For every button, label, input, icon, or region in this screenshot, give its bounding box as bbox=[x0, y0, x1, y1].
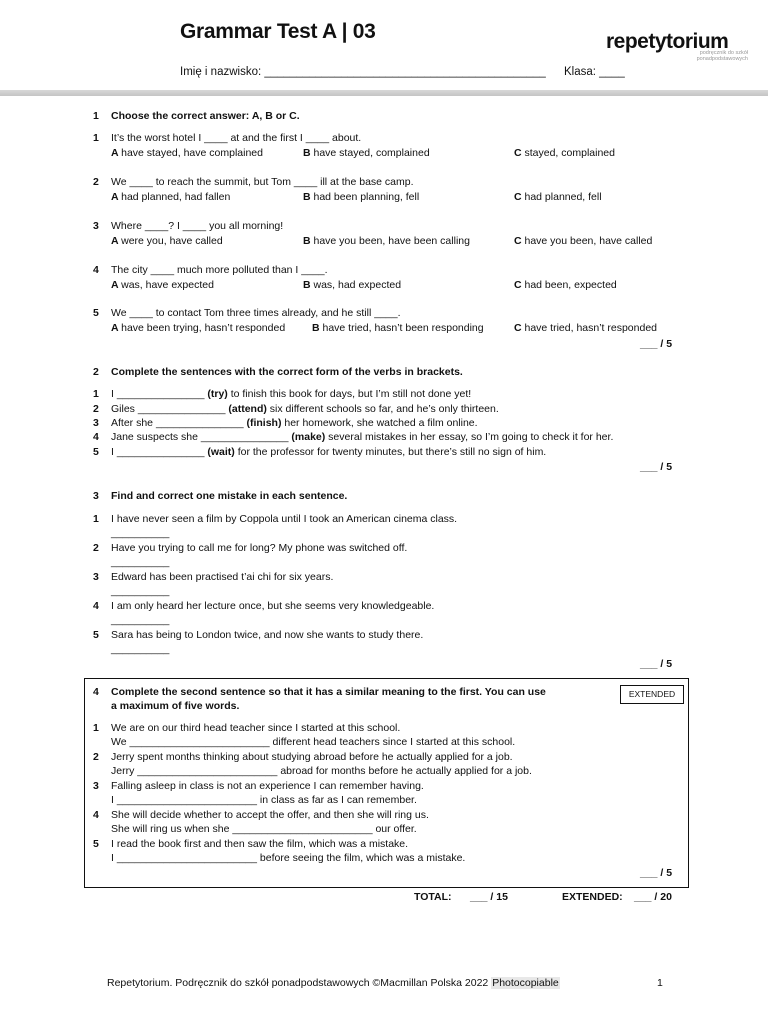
s4-q1-number: 1 bbox=[93, 722, 99, 734]
s1-q1-option-b: B have stayed, complained bbox=[303, 147, 430, 159]
s2-q1-number: 1 bbox=[93, 388, 99, 400]
s2-q1-text: I _______________ (try) to finish this book for days, but I’m still not done yet! bbox=[111, 388, 472, 400]
s3-q5-number: 5 bbox=[93, 629, 99, 641]
extended-total-value: ___ / 20 bbox=[634, 891, 672, 903]
page-title: Grammar Test A | 03 bbox=[180, 20, 376, 43]
s3-q2-number: 2 bbox=[93, 542, 99, 554]
s4-q4-first: She will decide whether to accept the offer, and then she will ring us. bbox=[111, 809, 429, 821]
s4-q2-first: Jerry spent months thinking about studying abroad before he actually applied for a job. bbox=[111, 751, 513, 763]
s3-q5-text: Sara has being to London twice, and now she wants to study there. bbox=[111, 629, 424, 641]
s1-q4-number: 4 bbox=[93, 264, 99, 276]
s3-q1-answer-line: __________ bbox=[111, 527, 170, 539]
s1-q3-option-a: A were you, have called bbox=[111, 235, 223, 247]
s2-q5-number: 5 bbox=[93, 446, 99, 458]
s3-q4-answer-line: __________ bbox=[111, 614, 170, 626]
section-3-score: ___ / 5 bbox=[640, 658, 673, 670]
s1-q3-stem: Where ____? I ____ you all morning! bbox=[111, 220, 284, 232]
s4-q1-first: We are on our third head teacher since I started at this school. bbox=[111, 722, 401, 734]
s1-q4-option-b: B was, had expected bbox=[303, 279, 402, 291]
s1-q1-option-c: C stayed, complained bbox=[514, 147, 615, 159]
s2-q4-text: Jane suspects she _______________ (make) several mistakes in her essay, so I’m going to check it for her. bbox=[111, 431, 614, 443]
section-1-heading: 1 Choose the correct answer: A, B or C. bbox=[93, 110, 300, 122]
s3-q3-number: 3 bbox=[93, 571, 99, 583]
brand-logo: repetytorium bbox=[606, 30, 729, 53]
s1-q3-option-c: C have you been, have called bbox=[514, 235, 653, 247]
s1-q2-option-c: C had planned, fell bbox=[514, 191, 602, 203]
section-2-score: ___ / 5 bbox=[640, 461, 673, 473]
name-field-label: Imię i nazwisko: ____________________________________________ bbox=[180, 66, 546, 78]
s1-q4-option-c: C had been, expected bbox=[514, 279, 617, 291]
total-label: TOTAL: bbox=[414, 891, 452, 903]
s4-q5-second: I ________________________ before seeing the film, which was a mistake. bbox=[111, 852, 466, 864]
s3-q3-answer-line: __________ bbox=[111, 585, 170, 597]
s3-q1-number: 1 bbox=[93, 513, 99, 525]
s2-q2-text: Giles _______________ (attend) six different schools so far, and he’s only thirteen. bbox=[111, 403, 499, 415]
total-value: ___ / 15 bbox=[470, 891, 508, 903]
s4-q3-first: Falling asleep in class is not an experience I can remember having. bbox=[111, 780, 424, 792]
s3-q5-answer-line: __________ bbox=[111, 643, 170, 655]
s2-q2-number: 2 bbox=[93, 403, 99, 415]
s4-q4-second: She will ring us when she ________________________ our offer. bbox=[111, 823, 417, 835]
s2-q5-text: I _______________ (wait) for the professor for twenty minutes, but there’s still no sign of him. bbox=[111, 446, 547, 458]
s3-q4-number: 4 bbox=[93, 600, 99, 612]
s3-q2-answer-line: __________ bbox=[111, 556, 170, 568]
class-field-label: Klasa: ____ bbox=[564, 66, 625, 78]
page-number: 1 bbox=[657, 977, 663, 989]
s1-q1-number: 1 bbox=[93, 132, 99, 144]
s1-q5-number: 5 bbox=[93, 307, 99, 319]
section-1-score: ___ / 5 bbox=[640, 338, 673, 350]
brand-subtitle: podręcznik do szkół ponadpodstawowych bbox=[696, 50, 748, 62]
s1-q2-number: 2 bbox=[93, 176, 99, 188]
s1-q4-stem: The city ____ much more polluted than I ____. bbox=[111, 264, 328, 276]
s4-q2-number: 2 bbox=[93, 751, 99, 763]
section-4-heading-cont: a maximum of five words. bbox=[111, 700, 240, 712]
s1-q1-option-a: A have stayed, have complained bbox=[111, 147, 263, 159]
s3-q2-text: Have you trying to call me for long? My phone was switched off. bbox=[111, 542, 408, 554]
s3-q1-text: I have never seen a film by Coppola until I took an American cinema class. bbox=[111, 513, 458, 525]
section-4-heading: 4 Complete the second sentence so that it has a similar meaning to the first. You can use bbox=[93, 686, 546, 698]
photocopiable-label: Photocopiable bbox=[492, 977, 559, 989]
s1-q3-number: 3 bbox=[93, 220, 99, 232]
extended-total-label: EXTENDED: bbox=[562, 891, 623, 903]
s2-q4-number: 4 bbox=[93, 431, 99, 443]
section-3-heading: 3 Find and correct one mistake in each sentence. bbox=[93, 490, 348, 502]
s3-q3-text: Edward has been practised t’ai chi for six years. bbox=[111, 571, 334, 583]
s1-q2-option-a: A had planned, had fallen bbox=[111, 191, 231, 203]
s1-q5-option-a: A have been trying, hasn’t responded bbox=[111, 322, 286, 334]
s4-q3-second: I ________________________ in class as far as I can remember. bbox=[111, 794, 417, 806]
s1-q2-stem: We ____ to reach the summit, but Tom ____ ill at the base camp. bbox=[111, 176, 414, 188]
s4-q4-number: 4 bbox=[93, 809, 99, 821]
s4-q3-number: 3 bbox=[93, 780, 99, 792]
section-2-heading: 2 Complete the sentences with the correct form of the verbs in brackets. bbox=[93, 366, 463, 378]
s1-q5-option-c: C have tried, hasn’t responded bbox=[514, 322, 658, 334]
s1-q5-stem: We ____ to contact Tom three times already, and he still ____. bbox=[111, 307, 401, 319]
s4-q1-second: We ________________________ different head teachers since I started at this school. bbox=[111, 736, 516, 748]
section-4-score: ___ / 5 bbox=[640, 867, 673, 879]
extended-badge: EXTENDED bbox=[620, 685, 684, 704]
s1-q1-stem: It’s the worst hotel I ____ at and the first I ____ about. bbox=[111, 132, 362, 144]
s1-q5-option-b: B have tried, hasn’t been responding bbox=[312, 322, 484, 334]
s3-q4-text: I am only heard her lecture once, but she seems very knowledgeable. bbox=[111, 600, 435, 612]
s1-q4-option-a: A was, have expected bbox=[111, 279, 214, 291]
footer-copyright: Repetytorium. Podręcznik do szkół ponadpodstawowych ©Macmillan Polska 2022 Photocopiable bbox=[107, 977, 559, 989]
s2-q3-text: After she _______________ (finish) her homework, she watched a film online. bbox=[111, 417, 478, 429]
s4-q5-first: I read the book first and then saw the film, which was a mistake. bbox=[111, 838, 409, 850]
s2-q3-number: 3 bbox=[93, 417, 99, 429]
s1-q3-option-b: B have you been, have been calling bbox=[303, 235, 470, 247]
s4-q2-second: Jerry ________________________ abroad for months before he actually applied for a job. bbox=[111, 765, 532, 777]
header-divider bbox=[0, 90, 768, 96]
s4-q5-number: 5 bbox=[93, 838, 99, 850]
s1-q2-option-b: B had been planning, fell bbox=[303, 191, 420, 203]
